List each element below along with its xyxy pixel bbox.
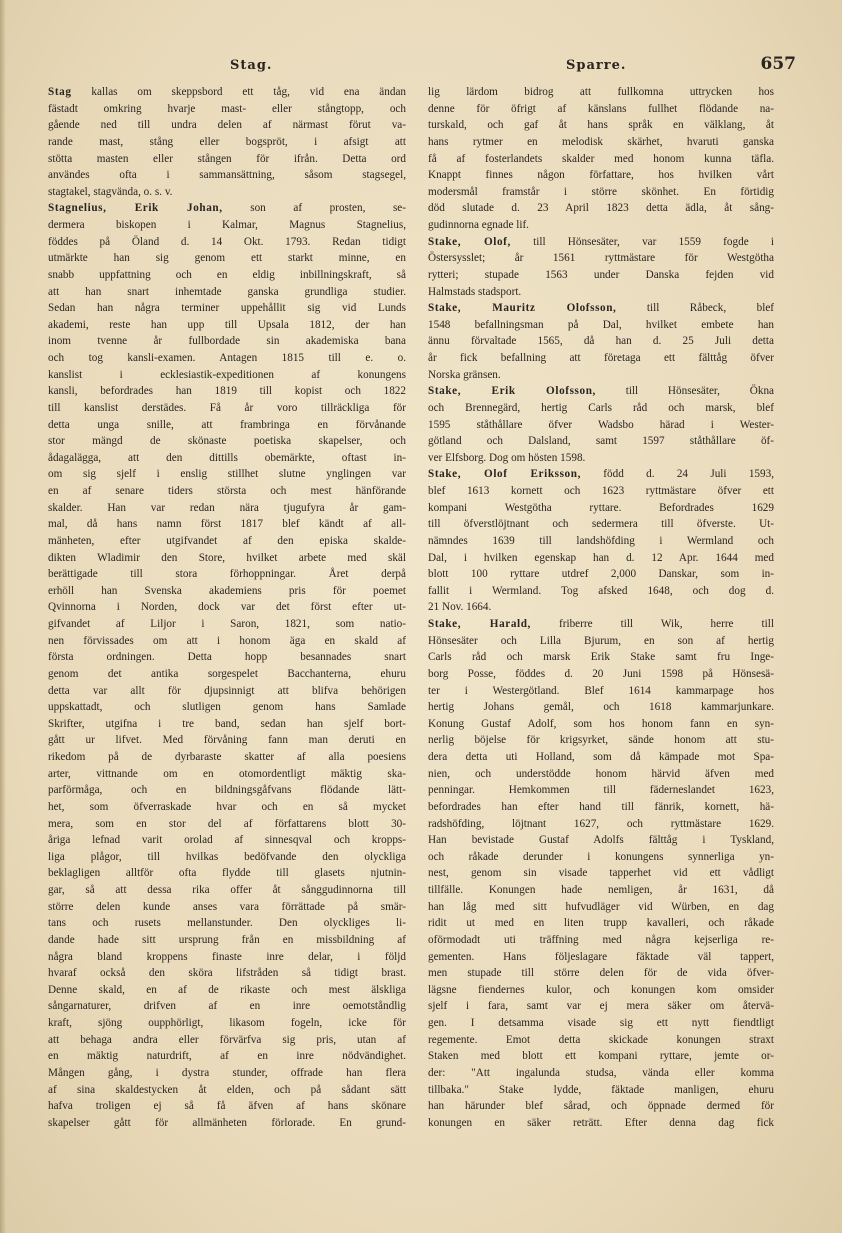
line-text: åriga lefnad varit orolad af sinnesqval och kropps- [48,834,406,847]
line-text: föddes på Öland d. 14 Okt. 1793. Redan tidigt [48,235,406,248]
text-line [48,882,406,899]
line-text: första ordningen. Detta hopp besannades snart [48,651,406,664]
text-line [48,533,406,550]
line-text: Norska gränsen. [428,368,501,381]
text-line [428,533,774,550]
text-line [48,516,406,533]
line-text: tans och rusets mellanstunder. Den olyckliges li- [48,917,406,930]
line-text: mal, då hans namn först 1817 blef kändt af all- [48,518,406,531]
line-text: några bland kroppens finaste inre delar, i följd [48,950,406,963]
text-line [428,284,774,301]
line-text: arter, vittnande om en otomordentligt mäktig ska- [48,767,406,780]
line-text: hvaraf också den sköra lifstråden så tidigt brast. [48,967,406,980]
entry-headword: Stake, Harald, [428,618,531,630]
text-line [48,1048,406,1065]
line-text: men stupade till större delen för de vida öfver- [428,967,774,980]
line-text: och tog kansli-examen. Antagen 1815 till e. o. [48,352,406,364]
text-line [48,915,406,932]
text-line [48,134,406,151]
text-line [48,1032,406,1049]
line-text: till Hönsesäter, Ökna [595,385,774,398]
text-line [428,84,774,101]
line-text: nest, genom sin visade tapperhet vid ett vådligt [428,867,774,880]
line-text: mera, som en stor del af författarens blott 30- [48,817,406,830]
line-text: detta var allt för djupsinnigt att blifva behörigen [48,684,406,697]
text-line [428,932,774,949]
text-line [48,865,406,882]
line-text: het, som öfverraskade hvar och en så mycket [48,800,406,813]
line-text: stagtakel, stagvända, o. s. v. [48,185,173,198]
text-line [48,982,406,999]
line-text: dande hade sitt ursprung från en missbildning af [48,933,406,946]
line-text: beklagligen alltför ofta flydde till glasets njutnin- [48,867,406,880]
line-text: ver Elfsborg. Dog om hösten 1598. [428,451,586,464]
right-text-column [428,84,774,1214]
line-text: gått ur lifvet. Med förvåning fann man deruti en [48,734,406,747]
text-line [428,1115,774,1132]
text-line [428,234,774,251]
text-line [48,849,406,866]
text-line [428,716,774,733]
text-line [48,417,406,434]
text-line [48,550,406,567]
text-line [48,949,406,966]
line-text: användes ofta i sammansättning, såsom stagsegel, [48,169,406,182]
line-text: konungen en säker reträtt. Efter denna dag fick [428,1116,774,1129]
line-text: Hönsesäter och Lilla Bjurum, en son af hertig [428,634,774,647]
line-text: till Hönsesäter, var 1559 fogde i [510,235,774,248]
text-line [48,433,406,450]
text-line [428,300,774,317]
text-line [428,167,774,184]
text-line [428,766,774,783]
line-text: hertig Johans gemål, och 1618 kammarjunkare. [428,701,774,714]
page-number: 657 [760,54,796,74]
text-line [428,799,774,816]
text-line [428,250,774,267]
entry-headword: Stake, Olof Eriksson, [428,468,581,481]
text-line [48,566,406,583]
line-text: död slutade d. 23 April 1823 detta ädla, åt sång- [428,202,774,215]
text-line [428,1098,774,1115]
line-text: han härunder blef sårad, och öppnade dermed för [428,1100,774,1113]
line-text: inom tvenne år fullbordade sin akademiska bana [48,335,406,348]
line-text: 1548 befallningsman på Dal, hvilket embete han [428,318,774,331]
line-text: rytteri; stupade 1563 under Danska fejden vid [428,268,774,281]
text-line [48,483,406,500]
line-text: radshöfding, löjtnant 1627, och ryttmästare 1629. [428,817,774,830]
text-line [428,450,774,467]
text-line [428,816,774,833]
entry-headword: Stake, Olof, [428,235,511,248]
line-text: gående ned till undra delen af närmast förut va- [48,119,406,132]
line-text: kansli, befordrades han 1819 till kopist och 1822 [48,385,406,398]
entry-headword: Stagnelius, Erik Johan, [48,202,223,215]
header-left-word: Stag. [230,58,273,73]
text-line [48,217,406,234]
text-line [428,383,774,400]
text-line [48,350,406,367]
text-line [48,400,406,417]
text-line [428,200,774,217]
line-text: dikten Wladimir den Store, hvilket arbete med skäl [48,551,406,564]
line-text: befordrades han efter hand till fänrik, kornett, hä- [428,800,774,813]
text-line [428,483,774,500]
line-text: fallit i Wermland. Tog afsked 1648, och dog d. [428,584,774,597]
line-text: dera detta uti Holland, som då kämpade mot Spa- [428,751,774,763]
line-text: götland och Dalsland, samt 1597 ståthållare öf- [428,435,774,448]
line-text: få af fosterlandets skalder med honom kunna täfla. [428,152,774,165]
line-text: ter i Westergötland. Blef 1614 kammarpage hos [428,684,774,697]
line-text: stor mängd de skönaste poetiska skapelser, och [48,435,406,448]
line-text: der: "Att ingalunda studsa, vända eller komma [428,1066,774,1079]
line-text: hafva troligen ej så få äfven af hans skönare [48,1100,406,1113]
line-text: penningar. Hemkommen till fäderneslandet 1623, [428,784,774,797]
entry-headword: Stag [48,86,72,98]
line-text: större delen kunde anses vara förrättade på smär- [48,900,406,913]
line-text: borg Posse, föddes d. 20 Juni 1598 på Hönsesä- [428,667,774,680]
text-line [428,1048,774,1065]
text-line [428,982,774,999]
line-text: Dal, i hvilken egenskap han d. 12 Apr. 1644 med [428,551,774,564]
text-line [48,732,406,749]
line-text: gen. I detsamma visade sig ett nytt fiendtligt [428,1017,774,1029]
line-text: modersmål framstår i större skönhet. En förtidig [428,185,774,198]
line-text: detta unga snille, att frambringa en förvånande [48,418,406,431]
text-line [48,500,406,517]
text-line [428,633,774,650]
text-line [428,101,774,118]
line-text: han låg med sitt hufvudläger vid Würben, en dag [428,900,774,913]
text-line [48,101,406,118]
line-text: stötta masten eller stången för ifrån. Detta ord [48,152,406,165]
text-line [428,550,774,567]
text-line [428,849,774,866]
line-text: sångarnaturer, drifven af en inre oemotståndlig [48,1000,406,1013]
text-line [48,267,406,284]
text-line [428,998,774,1015]
text-line [428,117,774,134]
text-line [428,134,774,151]
text-line [428,417,774,434]
line-text: af sina skaldestycken åt elden, och på sådant sätt [48,1083,406,1096]
line-text: blott 100 ryttare utdref 2,000 Danskar, som in- [428,568,774,581]
line-text: till Råbeck, blef [616,302,774,315]
line-text: denne för öfrigt af känslans fullhet flödande na- [428,102,774,115]
text-line [428,1032,774,1049]
line-text: berättigade till stora förhoppningar. Året derpå [48,568,406,581]
text-line [48,816,406,833]
text-line [48,666,406,683]
line-text: oförmodadt uti träffning med några kejserliga re- [428,933,774,946]
line-text: Denne skald, en af de rikaste och mest älskliga [48,983,406,996]
text-line [48,766,406,783]
text-line [428,782,774,799]
line-text: friberre till Wik, herre till [530,618,774,630]
line-text: lägsne fiendernes kulor, och konungen kom omsider [428,983,774,996]
line-text: kallas om skeppsbord ett tåg, vid ena ändan [71,86,406,98]
line-text: ännu förvaltade 1565, då han d. 25 Juli detta [428,335,774,348]
line-text: sjelf i fara, samt var ej mera säker om återvä- [428,1000,774,1013]
text-line [428,666,774,683]
text-line [48,250,406,267]
text-line [48,383,406,400]
line-text: gementen. Hans följeslagare fäktade väl tappert, [428,950,774,963]
text-line [428,699,774,716]
text-line [428,882,774,899]
line-text: uppskattadt, och slutligen genom hans Samlade [48,701,406,714]
line-text: rande mast, stång eller bogspröt, i afsigt att [48,135,406,148]
text-line [428,599,774,616]
text-line [428,267,774,284]
line-text: gar, så att dessa rika offer åt sånggudinnorna till [48,884,406,896]
line-text: Qvinnorna i Norden, dock var det först efter ut- [48,601,406,614]
entry-headword: Stake, Erik Olofsson, [428,385,596,398]
line-text: tillbaka." Stake lydde, fäktade manligen, ehuru [428,1083,774,1096]
line-text: erhöll han Svenska akademiens pris för poemet [48,584,406,597]
line-text: kraft, sjöng oupphörligt, likasom fogeln, icke för [48,1017,406,1029]
text-line [428,217,774,234]
text-line [48,899,406,916]
text-line [428,732,774,749]
text-line [48,699,406,716]
text-line [428,832,774,849]
line-text: rikedom på de dyrbaraste skatter af alla poesiens [48,751,406,763]
text-line [48,616,406,633]
text-line [48,1082,406,1099]
line-text: snabb uppfattning och en eldig inbillningskraft, så [48,268,406,281]
running-header [40,54,802,78]
text-line [48,300,406,317]
text-line [48,184,406,201]
line-text: Staken med blott ett kompani ryttare, jemte or- [428,1050,774,1063]
line-text: kanslist i ecklesiastik-expeditionen af konungens [48,368,406,381]
line-text: år fick befallning att företaga ett fälttåg öfver [428,352,774,364]
line-text: en af senare tiders största och mest hänförande [48,485,406,497]
text-line [48,317,406,334]
text-line [428,616,774,633]
line-text: fästadt omkring hvarje mast- eller stångtopp, och [48,102,406,115]
text-line [428,566,774,583]
text-line [48,200,406,217]
line-text: tillfälle. Konungen hade nemligen, år 1631, då [428,884,774,896]
text-line [48,84,406,101]
line-text: och råkade derunder i konungens synnerliga yn- [428,850,774,863]
text-line [428,184,774,201]
text-line [428,965,774,982]
text-line [428,899,774,916]
text-line [428,649,774,666]
text-line [48,234,406,251]
text-line [48,583,406,600]
text-line [428,516,774,533]
text-line [48,832,406,849]
line-text: Konung Gustaf Adolf, som hos honom fann en syn- [428,717,774,730]
text-line [48,998,406,1015]
line-text: Carls råd och marsk Erik Stake samt fru Inge- [428,651,774,664]
text-line [48,117,406,134]
line-text: att han snart inhemtade ganska grundliga studier. [48,285,406,298]
line-text: mänheten, efter utgifvandet af den episka skalde- [48,534,406,547]
text-line [48,599,406,616]
text-line [428,333,774,350]
left-text-column [48,84,406,1214]
line-text: liga plågor, till hvilkas bedöfvande den olyckliga [48,850,406,863]
text-line [48,1065,406,1082]
line-text: nerlig böjelse för krigsyrket, sände honom att stu- [428,734,774,747]
line-text: 21 Nov. 1664. [428,601,492,614]
text-line [48,1115,406,1132]
line-text: till öfverstlöjtnant och sedermera till öfverste. Ut- [428,518,774,531]
line-text: gudinnorna egnade lif. [428,219,529,231]
entry-headword: Stake, Mauritz Olofsson, [428,302,617,315]
line-text: kompani Westgötha ryttare. Befordrades 1629 [428,501,774,514]
line-text: född d. 24 Juli 1593, [580,468,774,481]
text-line [48,932,406,949]
text-line [48,367,406,384]
line-text: Knappt finnes någon författare, hos hvilken vårt [428,169,774,182]
line-text: akademi, reste han upp till Upsala 1812, der han [48,318,406,331]
text-line [48,649,406,666]
text-line [428,749,774,766]
text-line [48,965,406,982]
line-text: genom det antika sorgespelet Bacchanterna, ehuru [48,667,406,680]
line-text: nen förvissades om att i honom äga en skald af [48,634,406,647]
line-text: utmärkte han sig genom ett starkt minne, en [48,252,406,265]
line-text: gifvandet af Liljor i Saron, 1821, som natio- [48,618,406,630]
text-line [48,333,406,350]
text-line [428,367,774,384]
line-text: Halmstads stadsport. [428,285,522,298]
text-line [428,466,774,483]
line-text: skalder. Han var redan nära tjugufyra år gam- [48,501,406,514]
line-text: Skrifter, utgifna i tre band, sedan han sjelf bort- [48,717,406,730]
line-text: nien, och understödde honom härvid äfven med [428,767,774,780]
text-line [48,466,406,483]
line-text: om sig sjelf i enslig stillhet slutne ynglingen var [48,468,406,481]
text-line [48,284,406,301]
header-right-word: Sparre. [566,58,627,73]
text-line [428,865,774,882]
text-line [48,450,406,467]
text-line [48,1015,406,1032]
text-line [48,151,406,168]
line-text: Östersysslet; år 1561 ryttmästare för Westgötha [428,252,774,265]
line-text: ridit ut med en liten trupp kavalleri, och råkade [428,917,774,930]
line-text: Mången gång, i dystra stunder, offrade han flera [48,1066,406,1079]
text-line [428,1082,774,1099]
line-text: Sedan han några terminer uppehållit sig vid Lunds [48,302,406,315]
text-line [48,683,406,700]
line-text: 1595 ståthållare öfver Wadsbo härad i Wester- [428,418,774,431]
line-text: att behaga andra eller förvärfva sig pris, utan af [48,1033,406,1046]
text-line [48,782,406,799]
line-text: son af prosten, se- [222,202,406,215]
text-line [428,1065,774,1082]
text-line [428,400,774,417]
line-text: en mäktig naturdrift, af en inre nödvändighet. [48,1050,406,1063]
text-line [428,350,774,367]
text-line [48,633,406,650]
line-text: dermera biskopen i Kalmar, Magnus Stagnelius, [48,219,406,231]
page-edge-shadow [0,0,6,1233]
text-line [428,151,774,168]
text-line [428,1015,774,1032]
text-line [48,716,406,733]
line-text: Han bevistade Gustaf Adolfs fälttåg i Tyskland, [428,834,774,847]
line-text: turskald, och gaf åt hans språk en välklang, åt [428,119,774,132]
text-line [428,500,774,517]
line-text: till kanslist derstädes. Få år voro tillräckliga för [48,401,406,414]
text-line [48,749,406,766]
line-text: och Brennegärd, hertig Carls råd och marsk, blef [428,401,774,414]
text-line [428,915,774,932]
line-text: skapelser gått för allmänheten förlorade. En grund- [48,1116,406,1129]
line-text: blef 1613 kornett och 1623 ryttmästare öfver ett [428,485,774,497]
line-text: lig lärdom bidrog att fullkomna uttrycken hos [428,86,774,98]
text-line [428,317,774,334]
text-line [428,583,774,600]
text-line [428,683,774,700]
line-text: ådagalägga, att den dittills obemärkte, oftast in- [48,451,406,464]
text-line [48,799,406,816]
text-line [428,433,774,450]
line-text: nämndes 1639 till landshöfding i Wermland och [428,534,774,547]
text-line [428,949,774,966]
line-text: parförmåga, och en bildningsgåfvans flödande lätt- [48,784,406,797]
line-text: hans rytmer en melodisk skärhet, hvaruti ganska [428,135,774,148]
text-line [48,1098,406,1115]
line-text: regemente. Emot detta skickade konungen straxt [428,1033,774,1046]
text-line [48,167,406,184]
